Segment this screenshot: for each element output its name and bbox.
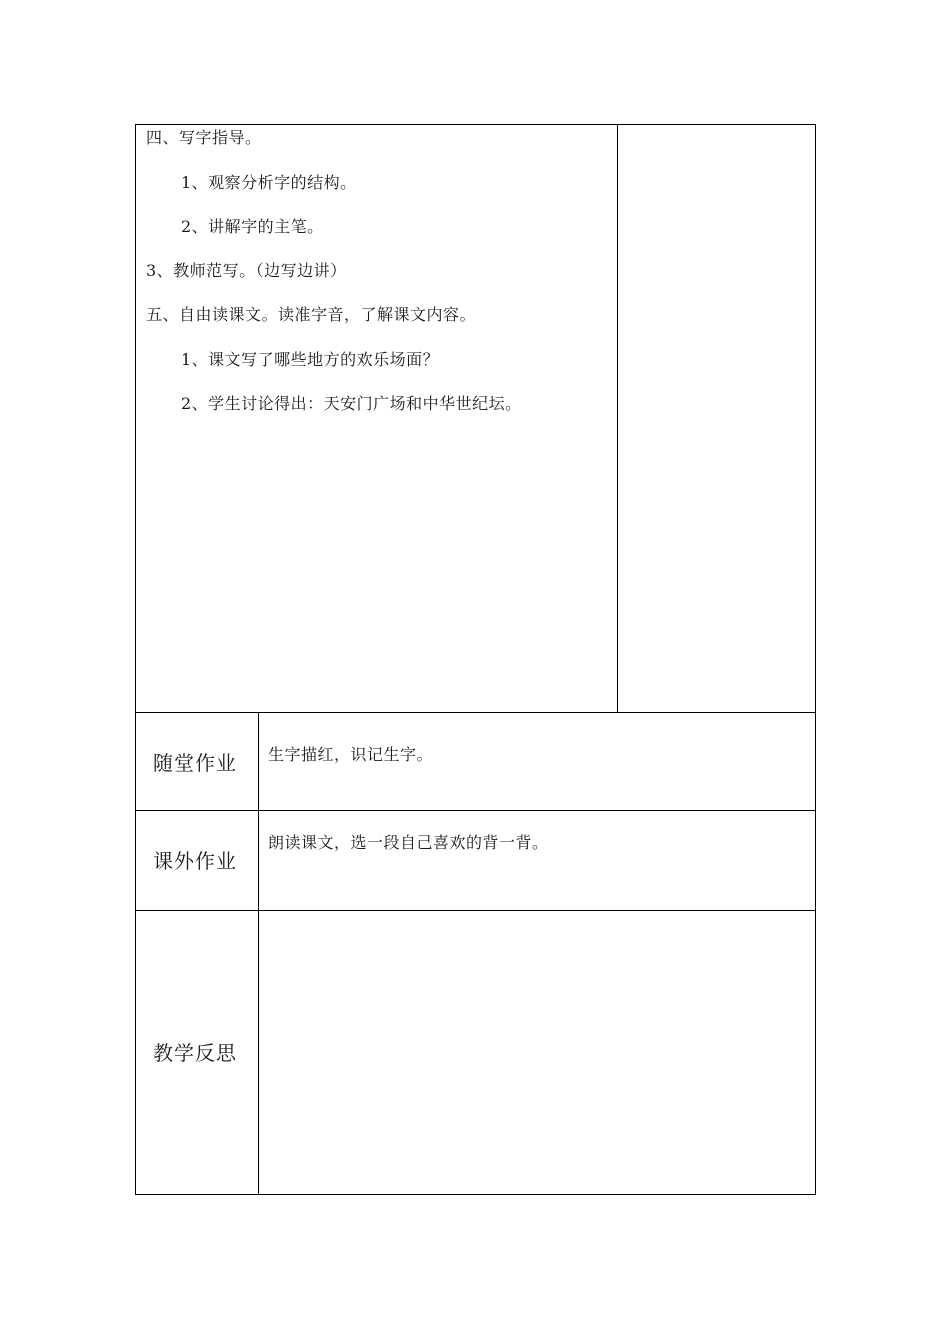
lesson-line-2: 1、观察分析字的结构。 <box>181 173 357 192</box>
lesson-line-7: 2、学生讨论得出：天安门广场和中华世纪坛。 <box>181 394 522 413</box>
row-divider-3 <box>135 910 816 911</box>
homework-content: 朗读课文，选一段自己喜欢的背一背。 <box>268 833 549 852</box>
table-border-top <box>135 124 816 125</box>
notes-column-divider <box>617 124 618 713</box>
lesson-line-5: 五、自由读课文。读准字音，了解课文内容。 <box>146 305 477 324</box>
lesson-line-4: 3、教师范写。（边写边讲） <box>146 261 347 280</box>
lesson-line-1: 四、写字指导。 <box>146 128 262 147</box>
row-divider-1 <box>135 712 816 713</box>
row-divider-2 <box>135 810 816 811</box>
table-border-right <box>815 124 816 1195</box>
table-border-left <box>135 124 136 1195</box>
table-border-bottom <box>135 1194 816 1195</box>
homework-label: 课外作业 <box>153 849 237 873</box>
lesson-line-6: 1、课文写了哪些地方的欢乐场面？ <box>181 350 440 369</box>
classwork-label: 随堂作业 <box>153 751 237 775</box>
reflection-label: 教学反思 <box>153 1041 237 1065</box>
classwork-content: 生字描红，识记生字。 <box>268 745 434 764</box>
lesson-line-3: 2、讲解字的主笔。 <box>181 217 324 236</box>
label-column-divider <box>258 712 259 1195</box>
